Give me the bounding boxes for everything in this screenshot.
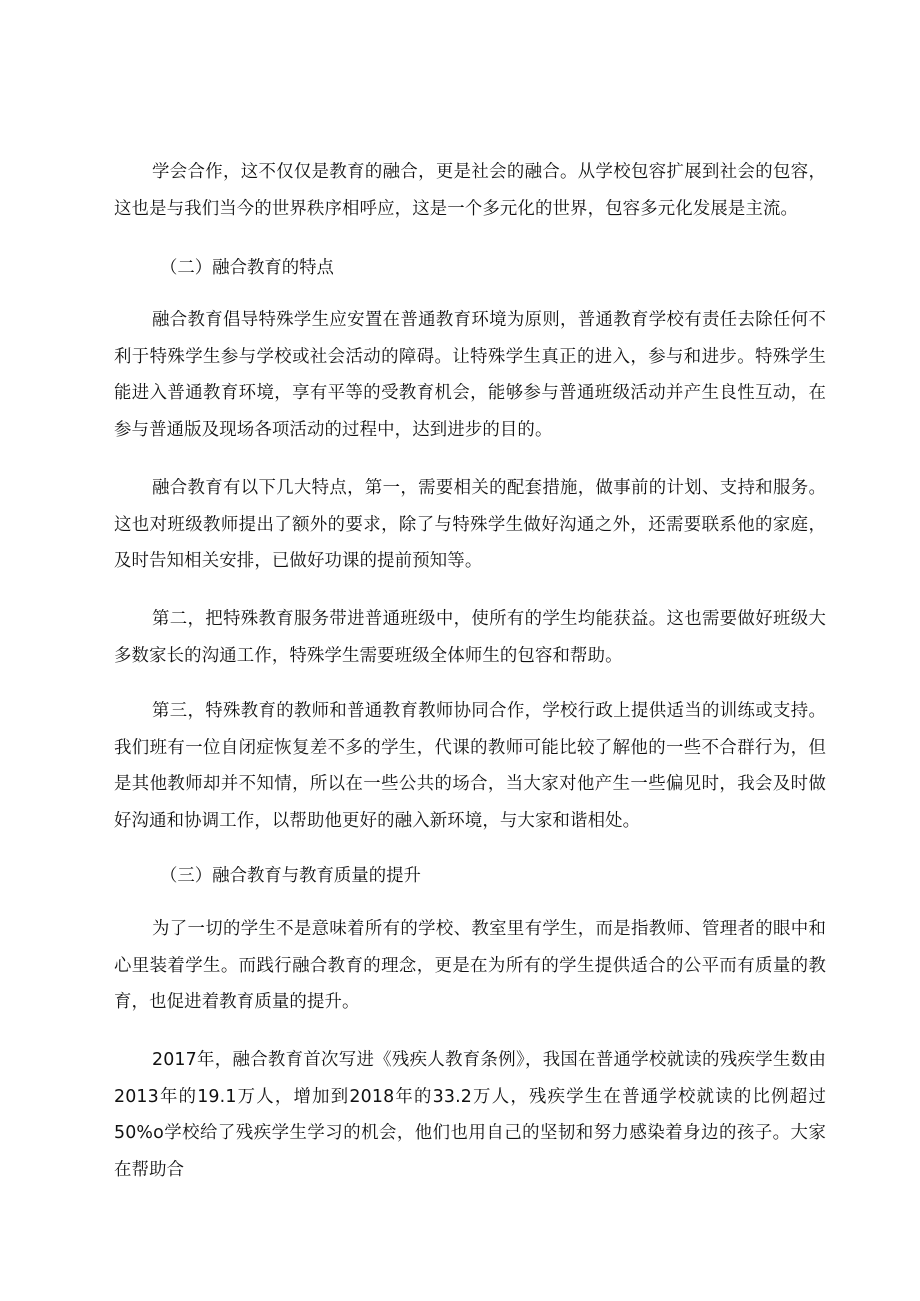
paragraph-all-students: 为了一切的学生不是意味着所有的学校、教室里有学生，而是指教师、管理者的眼中和心里装着学生。而践行融合教育的理念，更是在为所有的学生提供适合的公平而有质量的教育，也促进着教育质量的提升。 <box>114 919 826 1012</box>
paragraph-second-feature: 第二，把特殊教育服务带进普通班级中，使所有的学生均能获益。这也需要做好班级大多数家长的沟通工作，特殊学生需要班级全体师生的包容和帮助。 <box>114 609 826 666</box>
paragraph-inclusive-principle: 融合教育倡导特殊学生应安置在普通教育环境为原则，普通教育学校有责任去除任何不利于特殊学生参与学校或社会活动的障碍。让特殊学生真正的进入，参与和进步。特殊学生能进入普通教育环境，享有平等的受教育机会，能够参与普通班级活动并产生良性互动，在参与普通版及现场各项活动的过程中，达到进步的目的。 <box>114 310 826 440</box>
section-heading-quality: （三）融合教育与教育质量的提升 <box>160 866 421 886</box>
paragraph-statistics: 2017年，融合教育首次写进《残疾人教育条例》，我国在普通学校就读的残疾学生数由2013年的19.1万人，增加到2018年的33.2万人，残疾学生在普通学校就读的比例超过50%o学校给了残疾学生学习的机会，他们也用自己的坚韧和努力感染着身边的孩子。大家在帮助合 <box>114 1050 826 1180</box>
paragraph-cooperation: 学会合作，这不仅仅是教育的融合，更是社会的融合。从学校包容扩展到社会的包容，这也是与我们当今的世界秩序相呼应，这是一个多元化的世界，包容多元化发展是主流。 <box>114 162 826 219</box>
paragraph-third-feature: 第三，特殊教育的教师和普通教育教师协同合作，学校行政上提供适当的训练或支持。我们班有一位自闭症恢复差不多的学生，代课的教师可能比较了解他的一些不合群行为，但是其他教师却并不知情，所以在一些公共的场合，当大家对他产生一些偏见时，我会及时做好沟通和协调工作，以帮助他更好的融入新环境，与大家和谐相处。 <box>114 701 826 831</box>
section-heading-features: （二）融合教育的特点 <box>160 258 334 278</box>
paragraph-first-feature: 融合教育有以下几大特点，第一，需要相关的配套措施，做事前的计划、支持和服务。这也对班级教师提出了额外的要求，除了与特殊学生做好沟通之外，还需要联系他的家庭，及时告知相关安排，已做好功课的提前预知等。 <box>114 478 826 571</box>
